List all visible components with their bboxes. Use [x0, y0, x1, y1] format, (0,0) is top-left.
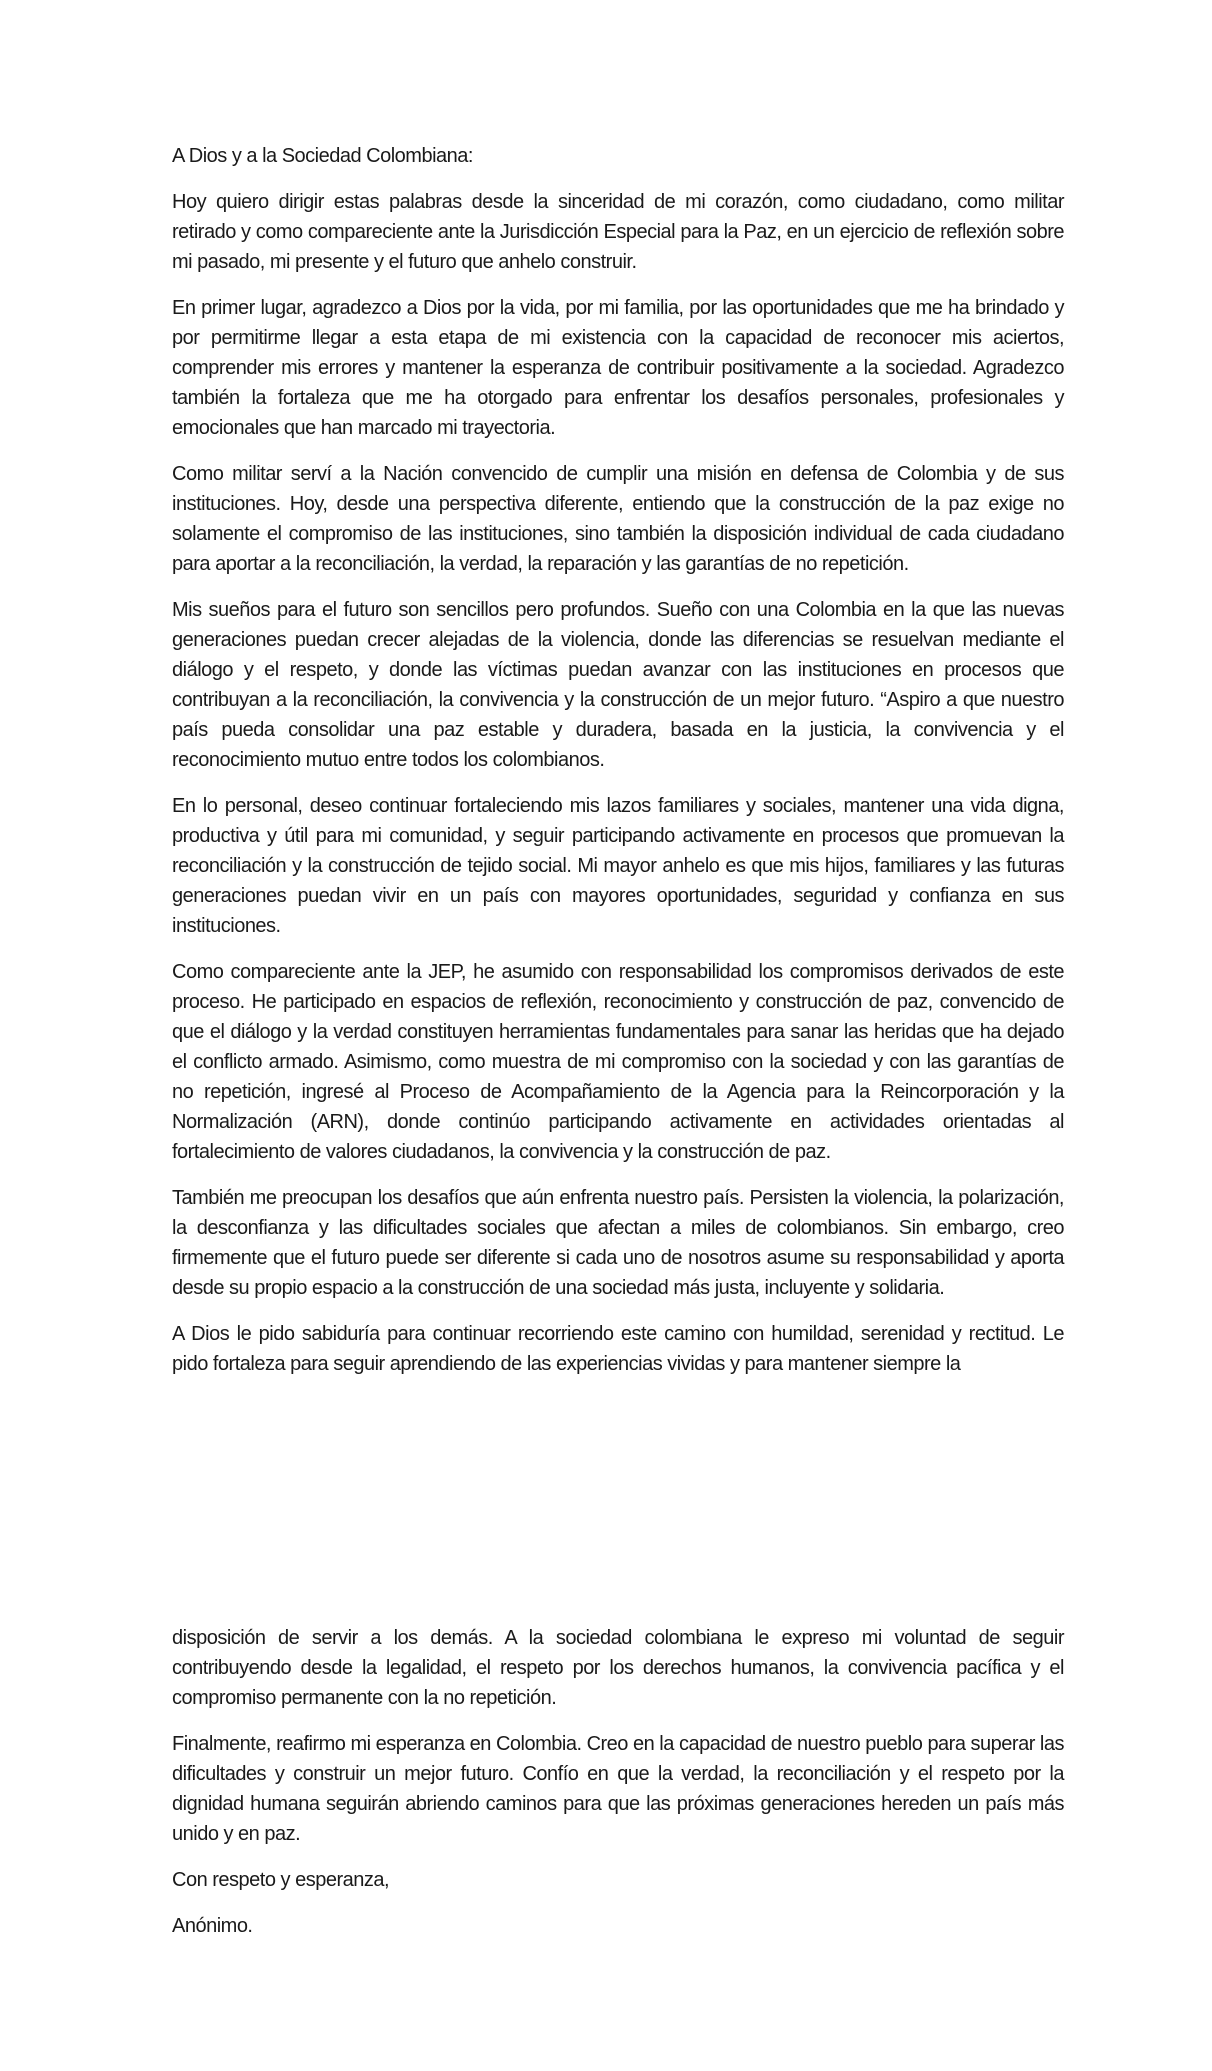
signature: Anónimo.	[172, 1915, 253, 1937]
paragraph-5: En lo personal, deseo continuar fortaleciendo mis lazos familiares y sociales, mantener una vida digna, productiva y útil para mi comunidad, y seguir participando activamente en procesos que promuevan la reconciliación y la construcción de tejido social. Mi mayor anhelo es que mis hijos, familiares y las futuras generaciones puedan vivir en un país con mayores oportunidades, seguridad y confianza en sus instituciones.	[172, 795, 1064, 937]
paragraph-9: disposición de servir a los demás. A la sociedad colombiana le expreso mi voluntad de seguir contribuyendo desde la legalidad, el respeto por los derechos humanos, la convivencia pacífica y el compromiso permanente con la no repetición.	[172, 1627, 1064, 1709]
closing: Con respeto y esperanza,	[172, 1869, 390, 1891]
paragraph-2: En primer lugar, agradezco a Dios por la vida, por mi familia, por las oportunidades que me ha brindado y por permitirme llegar a esta etapa de mi existencia con la capacidad de reconocer mis aciertos, comprender mis errores y mantener la esperanza de contribuir positivamente a la sociedad. Agradezco también la fortaleza que me ha otorgado para enfrentar los desafíos personales, profesionales y emocionales que han marcado mi trayectoria.	[172, 297, 1064, 439]
paragraph-1: Hoy quiero dirigir estas palabras desde la sinceridad de mi corazón, como ciudadano, como militar retirado y como compareciente ante la Jurisdicción Especial para la Paz, en un ejercicio de reflexión sobre mi pasado, mi presente y el futuro que anhelo construir.	[172, 191, 1064, 273]
paragraph-3: Como militar serví a la Nación convencido de cumplir una misión en defensa de Colombia y de sus instituciones. Hoy, desde una perspectiva diferente, entiendo que la construcción de la paz exige no solamente el compromiso de las instituciones, sino también la disposición individual de cada ciudadano para aportar a la reconciliación, la verdad, la reparación y las garantías de no repetición.	[172, 463, 1064, 575]
letter-body-top	[172, 141, 1064, 1395]
salutation: A Dios y a la Sociedad Colombiana:	[172, 145, 473, 167]
paragraph-4: Mis sueños para el futuro son sencillos pero profundos. Sueño con una Colombia en la que las nuevas generaciones puedan crecer alejadas de la violencia, donde las diferencias se resuelvan mediante el diálogo y el respeto, y donde las víctimas puedan avanzar con las instituciones en procesos que contribuyan a la reconciliación, la convivencia y la construcción de un mejor futuro. “Aspiro a que nuestro país pueda consolidar una paz estable y duradera, basada en la justicia, la convivencia y el reconocimiento mutuo entre todos los colombianos.	[172, 599, 1064, 771]
paragraph-6: Como compareciente ante la JEP, he asumido con responsabilidad los compromisos derivados de este proceso. He participado en espacios de reflexión, reconocimiento y construcción de paz, convencido de que el diálogo y la verdad constituyen herramientas fundamentales para sanar las heridas que ha dejado el conflicto armado. Asimismo, como muestra de mi compromiso con la sociedad y con las garantías de no repetición, ingresé al Proceso de Acompañamiento de la Agencia para la Reincorporación y la Normalización (ARN), donde continúo participando activamente en actividades orientadas al fortalecimiento de valores ciudadanos, la convivencia y la construcción de paz.	[172, 961, 1064, 1163]
paragraph-7: También me preocupan los desafíos que aún enfrenta nuestro país. Persisten la violencia, la polarización, la desconfianza y las dificultades sociales que afectan a miles de colombianos. Sin embargo, creo firmemente que el futuro puede ser diferente si cada uno de nosotros asume su responsabilidad y aporta desde su propio espacio a la construcción de una sociedad más justa, incluyente y solidaria.	[172, 1187, 1064, 1299]
paragraph-8: A Dios le pido sabiduría para continuar recorriendo este camino con humildad, serenidad y rectitud. Le pido fortaleza para seguir aprendiendo de las experiencias vividas y para mantener siempre la	[172, 1323, 1064, 1375]
letter-body-bottom	[172, 1623, 1064, 1957]
paragraph-10: Finalmente, reafirmo mi esperanza en Colombia. Creo en la capacidad de nuestro pueblo para superar las dificultades y construir un mejor futuro. Confío en que la verdad, la reconciliación y el respeto por la dignidad humana seguirán abriendo caminos para que las próximas generaciones hereden un país más unido y en paz.	[172, 1733, 1064, 1845]
